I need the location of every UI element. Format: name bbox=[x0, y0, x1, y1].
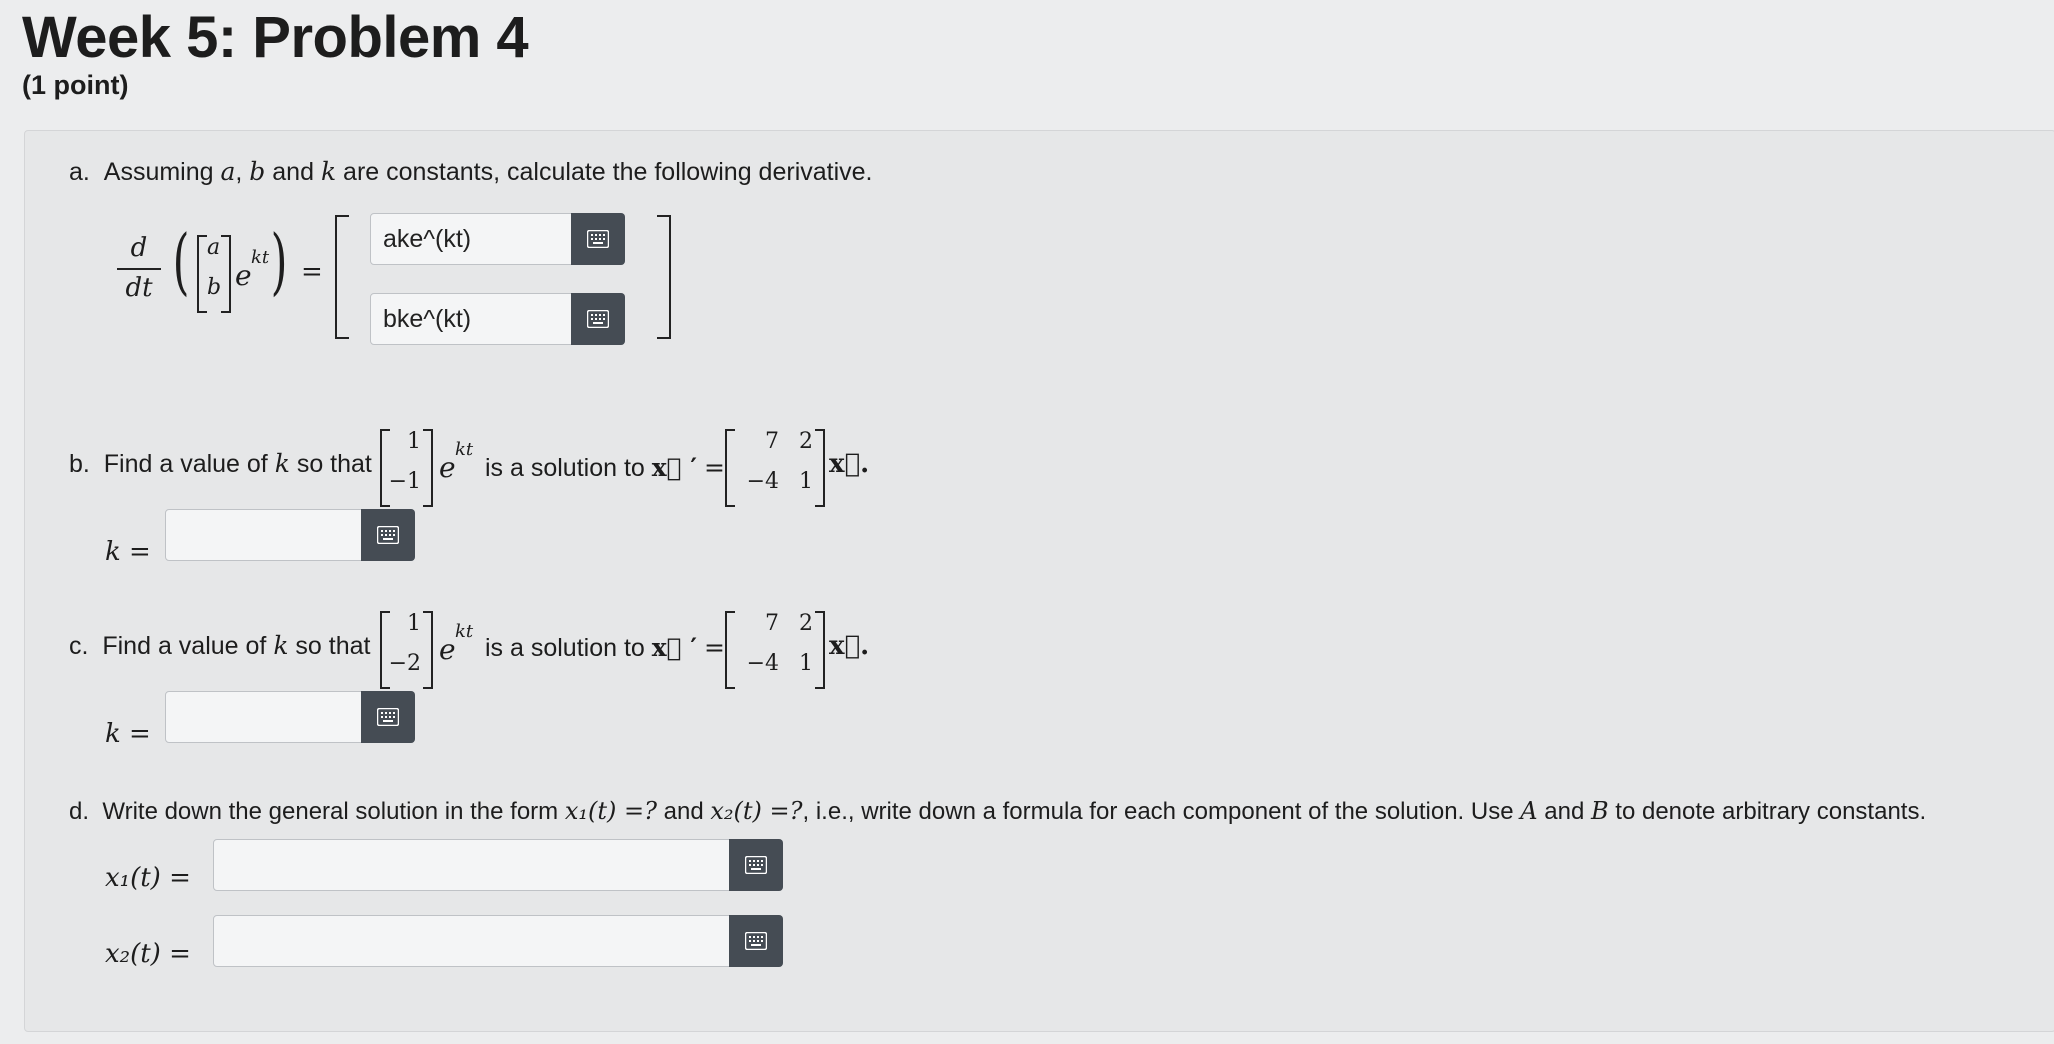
equals-sign: = bbox=[703, 633, 725, 662]
result-bracket-right bbox=[657, 215, 671, 339]
part-b-text3: is a solution to bbox=[485, 454, 645, 482]
open-paren: ( bbox=[172, 219, 190, 303]
matrix-m21: −4 bbox=[746, 469, 779, 494]
x2-question: x₂(t) =? bbox=[710, 797, 803, 825]
part-d-text1: Write down the general solution in the form bbox=[102, 798, 559, 825]
part-d-text2: , i.e., write down a formula for each component of the solution. Use bbox=[802, 798, 1514, 825]
part-d-marker: d. bbox=[69, 798, 90, 825]
matrix-m21: −4 bbox=[746, 651, 779, 676]
part-b-statement-mid bbox=[485, 453, 725, 483]
close-paren: ) bbox=[270, 219, 288, 303]
keyboard-icon[interactable] bbox=[361, 509, 415, 561]
vec-bottom: −2 bbox=[388, 651, 421, 676]
x1-label: x₁(t) = bbox=[105, 863, 191, 893]
vec-top: a bbox=[207, 235, 221, 260]
and-text: and bbox=[272, 158, 314, 186]
var-k: k bbox=[273, 631, 289, 660]
keyboard-icon[interactable] bbox=[571, 293, 625, 345]
matrix-m12: 2 bbox=[799, 611, 813, 636]
answer-d1-field[interactable] bbox=[213, 839, 783, 891]
vec-bracket-right bbox=[423, 429, 433, 507]
part-b-text: Find a value of bbox=[103, 450, 268, 478]
equals-sign: = bbox=[301, 257, 323, 287]
matrix-bracket-right bbox=[815, 611, 825, 689]
part-b-statement-start bbox=[69, 449, 372, 479]
part-c-text: Find a value of bbox=[102, 632, 267, 660]
var-A: A bbox=[1520, 797, 1538, 825]
x1-question: x₁(t) =? bbox=[564, 797, 657, 825]
keyboard-icon[interactable] bbox=[571, 213, 625, 265]
deriv-denominator: dt bbox=[125, 273, 153, 303]
part-c-text3: is a solution to bbox=[485, 634, 645, 662]
part-a-text: Assuming bbox=[103, 158, 214, 186]
x-prime: x⃗ ′ bbox=[651, 633, 697, 662]
answer-d2-field[interactable] bbox=[213, 915, 783, 967]
x-prime: x⃗ ′ bbox=[651, 453, 697, 482]
k-label: k = bbox=[105, 719, 151, 749]
var-b: b bbox=[249, 157, 266, 186]
var-B: B bbox=[1590, 797, 1609, 825]
vec-bracket-right bbox=[221, 235, 231, 313]
part-a-statement bbox=[69, 157, 873, 187]
equals-sign: = bbox=[703, 453, 725, 482]
matrix-m22: 1 bbox=[799, 651, 813, 676]
x-vector: x⃗. bbox=[829, 631, 870, 661]
keyboard-icon[interactable] bbox=[361, 691, 415, 743]
x-vector: x⃗. bbox=[829, 449, 870, 479]
keyboard-icon[interactable] bbox=[729, 915, 783, 967]
matrix-m11: 7 bbox=[765, 611, 779, 636]
exp-power: kt bbox=[455, 621, 474, 642]
exp-base: e bbox=[439, 633, 456, 666]
part-b-text2: so that bbox=[296, 450, 372, 478]
exp-base: e bbox=[439, 451, 456, 484]
vec-top: 1 bbox=[407, 429, 421, 454]
answer-c-field[interactable] bbox=[165, 691, 415, 743]
part-c-marker: c. bbox=[69, 632, 89, 660]
answer-a1-value: ake^(kt) bbox=[383, 225, 472, 253]
var-a: a bbox=[220, 157, 236, 186]
page-title: Week 5: Problem 4 bbox=[22, 5, 529, 70]
vec-bracket-right bbox=[423, 611, 433, 689]
matrix-bracket-right bbox=[815, 429, 825, 507]
and-text: and bbox=[663, 798, 704, 825]
part-d-statement bbox=[69, 797, 1926, 826]
part-a-marker: a. bbox=[69, 158, 90, 186]
x2-label: x₂(t) = bbox=[105, 939, 191, 969]
answer-b-field[interactable] bbox=[165, 509, 415, 561]
var-k: k bbox=[320, 157, 337, 186]
var-k: k bbox=[274, 449, 290, 478]
matrix-m22: 1 bbox=[799, 469, 813, 494]
part-d-text3: to denote arbitrary constants. bbox=[1615, 798, 1927, 825]
part-c-statement-mid bbox=[485, 633, 725, 663]
fraction-bar bbox=[117, 268, 161, 270]
deriv-numerator: d bbox=[130, 233, 148, 263]
keyboard-icon[interactable] bbox=[729, 839, 783, 891]
matrix-m11: 7 bbox=[765, 429, 779, 454]
and-text: and bbox=[1544, 798, 1585, 825]
answer-a2-value: bke^(kt) bbox=[383, 305, 472, 333]
exp-power: kt bbox=[455, 439, 474, 460]
vec-bottom: b bbox=[207, 275, 222, 300]
exp-base: e bbox=[235, 259, 252, 292]
vec-bottom: −1 bbox=[388, 469, 421, 494]
answer-a1-field[interactable] bbox=[370, 213, 625, 265]
k-label: k = bbox=[105, 537, 151, 567]
comma: , bbox=[235, 158, 243, 186]
vec-top: 1 bbox=[407, 611, 421, 636]
result-bracket-left bbox=[335, 215, 349, 339]
answer-a2-field[interactable] bbox=[370, 293, 625, 345]
problem-card bbox=[24, 130, 2054, 1032]
part-c-text2: so that bbox=[295, 632, 371, 660]
point-value: (1 point) bbox=[22, 70, 129, 100]
matrix-m12: 2 bbox=[799, 429, 813, 454]
part-b-marker: b. bbox=[69, 450, 90, 478]
exp-power: kt bbox=[251, 247, 270, 268]
vec-bracket-left bbox=[197, 235, 207, 313]
part-c-statement-start bbox=[69, 631, 370, 661]
part-a-text-after: are constants, calculate the following derivative. bbox=[343, 158, 873, 186]
